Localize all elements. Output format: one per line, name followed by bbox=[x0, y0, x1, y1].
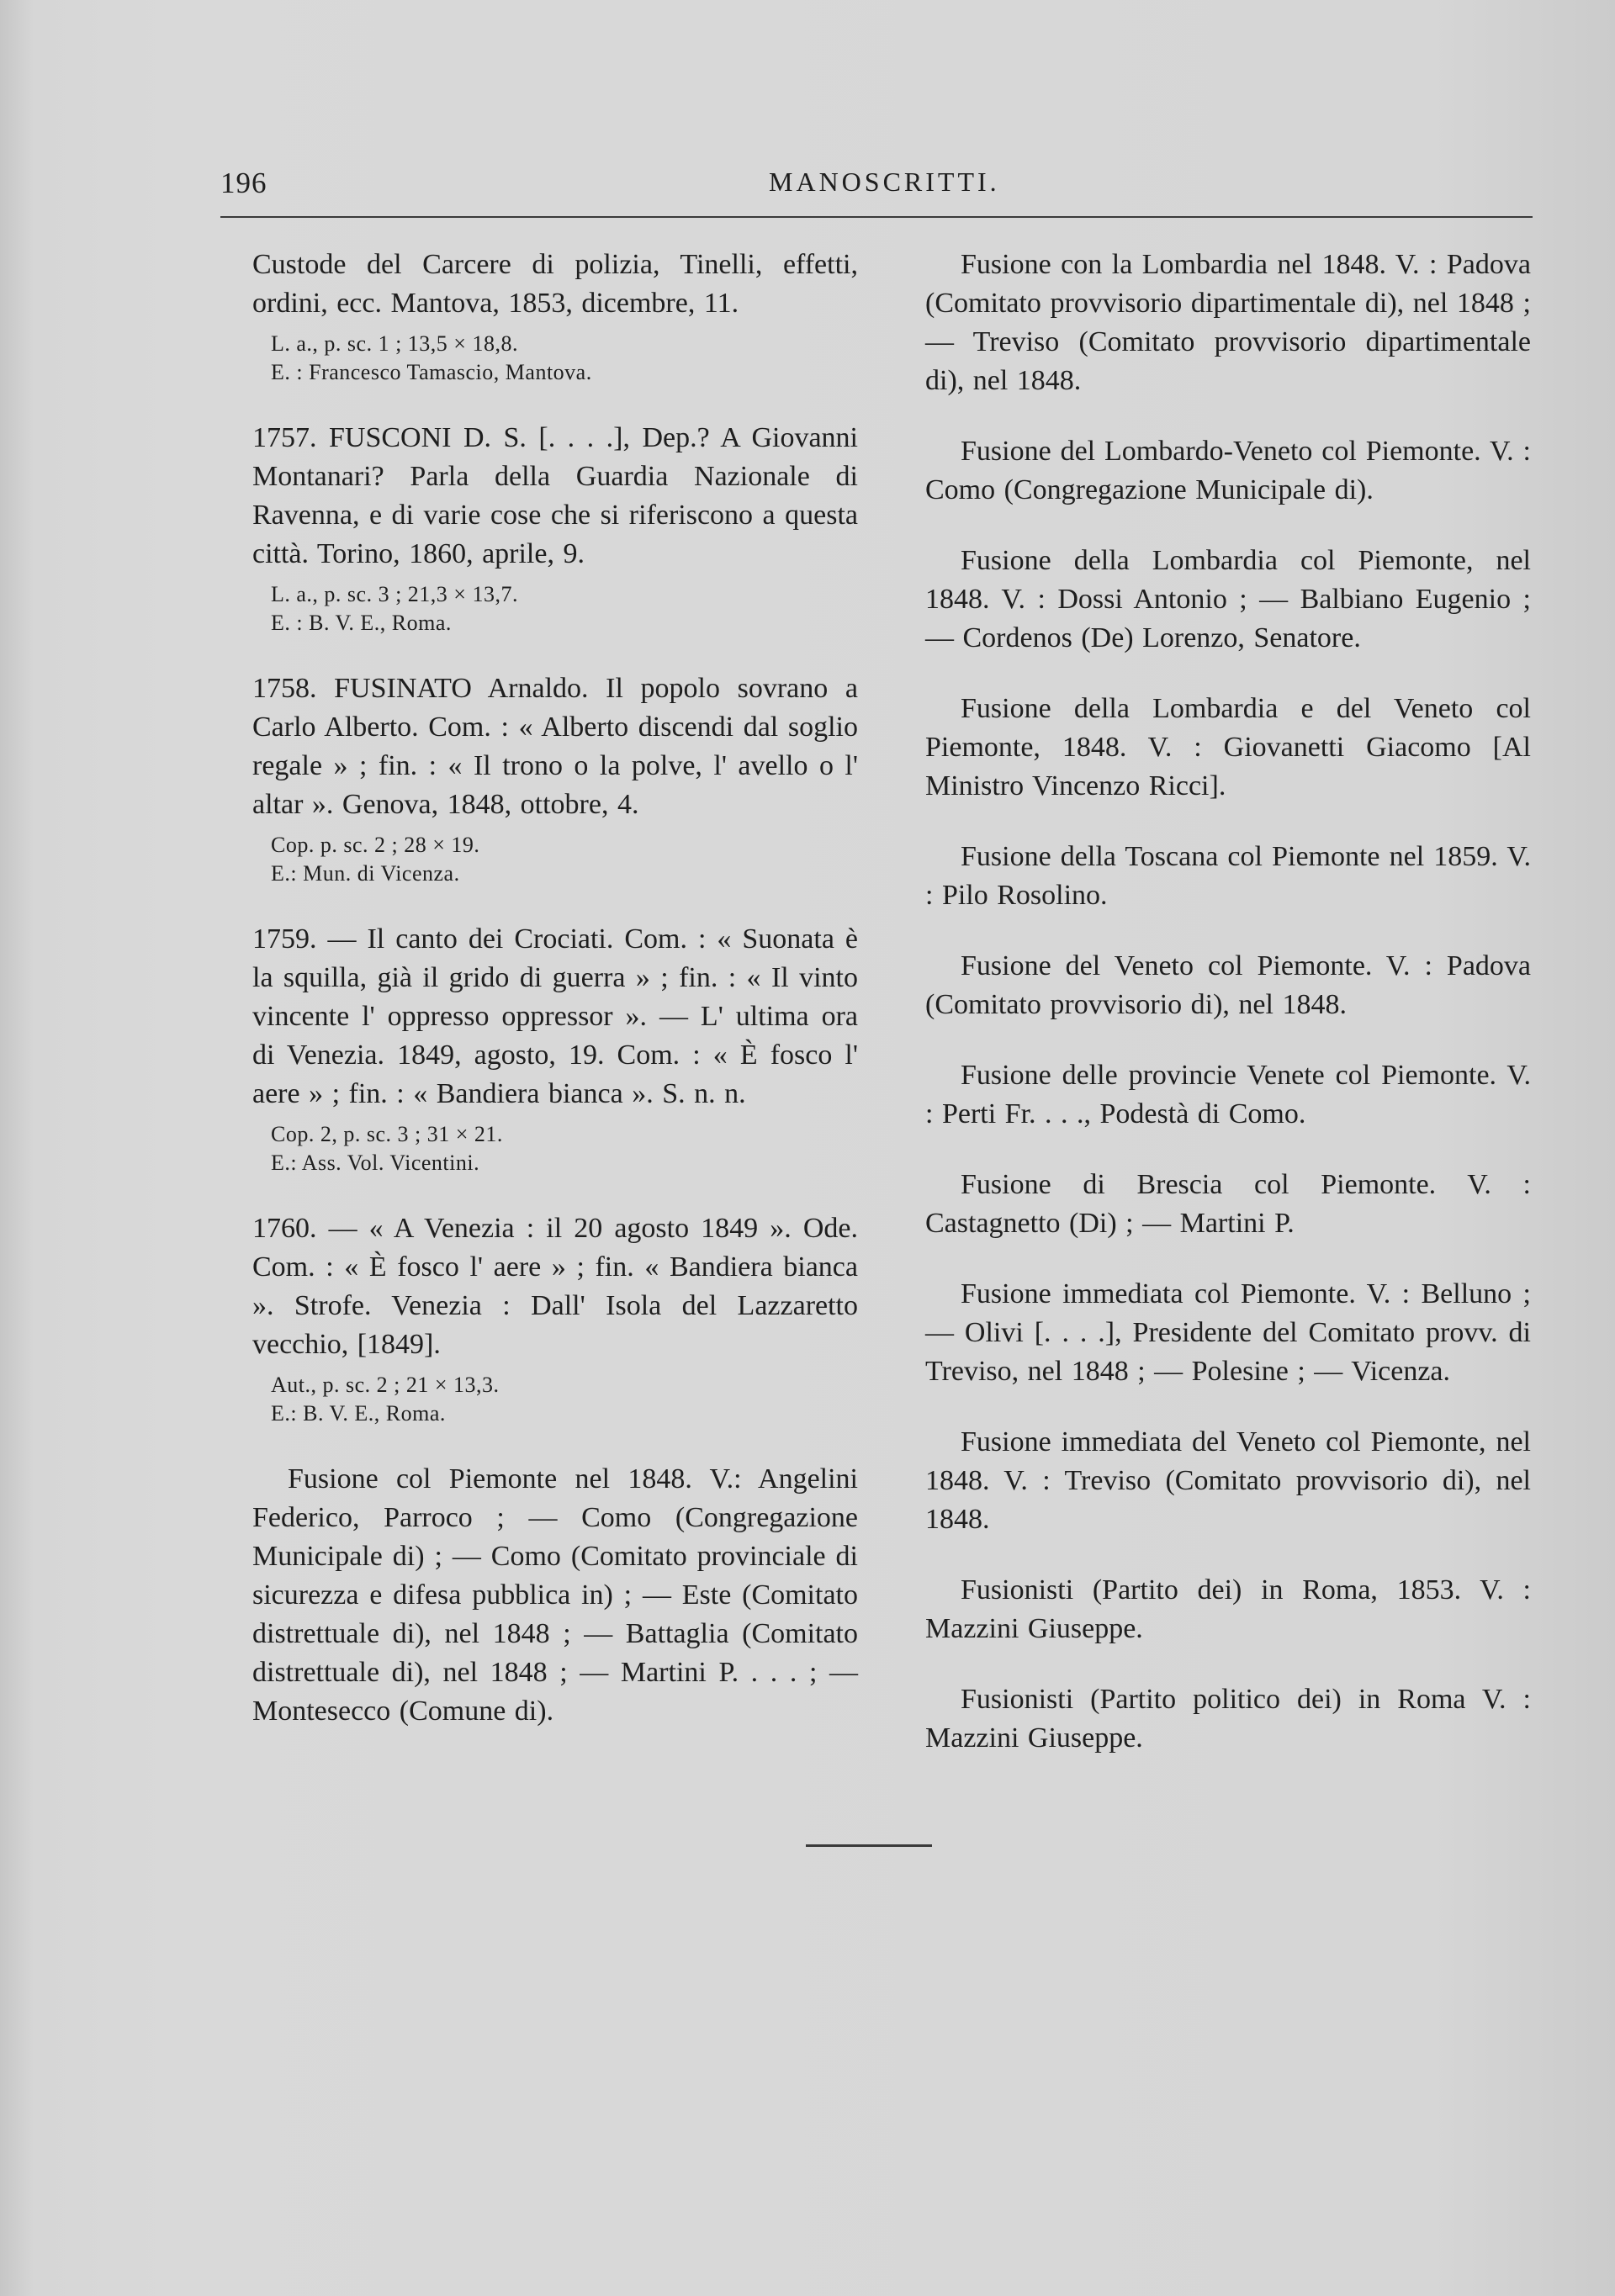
subject-entry bbox=[925, 1423, 1531, 1539]
meta-line: E. : B. V. E., Roma. bbox=[271, 611, 452, 635]
subject-text: Fusione del Lombardo-Veneto col Piemonte. V. : Como (Congregazione Municipale di). bbox=[925, 436, 1531, 505]
page-number: 196 bbox=[220, 167, 267, 199]
subject-text: Fusione immediata del Veneto col Piemonte, nel 1848. V. : Treviso (Comitato provvisorio di), nel 1848. bbox=[925, 1426, 1531, 1535]
entry-text: 1758. FUSINATO Arnaldo. Il popolo sovrano a Carlo Alberto. Com. : « Alberto discendi dal soglio regale » ; fin. : « Il trono o la polve, l' avello o l' altar ». Genova, 1848, ottobre, 4. bbox=[252, 673, 858, 820]
entry-1758 bbox=[252, 669, 858, 888]
entry-custode bbox=[252, 246, 858, 387]
right-column bbox=[925, 246, 1531, 1790]
subject-entry bbox=[925, 1275, 1531, 1391]
subject-entry bbox=[925, 542, 1531, 658]
subject-entry bbox=[925, 1680, 1531, 1758]
subject-text: Fusione della Lombardia e del Veneto col Piemonte, 1848. V. : Giovanetti Giacomo [Al Ministro Vincenzo Ricci]. bbox=[925, 693, 1531, 801]
entry-text: 1760. — « A Venezia : il 20 agosto 1849 ». Ode. Com. : « È fosco l' aere » ; fin. « Bandiera bianca ». Strofe. Venezia : Dall' Isola del Lazzaretto vecchio, [1849]. bbox=[252, 1213, 858, 1360]
entry-1760 bbox=[252, 1209, 858, 1428]
subject-entry bbox=[925, 1056, 1531, 1134]
subject-entry bbox=[925, 432, 1531, 510]
entry-text: Custode del Carcere di polizia, Tinelli, effetti, ordini, ecc. Mantova, 1853, dicembre, 11. bbox=[252, 249, 858, 319]
end-rule bbox=[806, 1844, 932, 1847]
entry-text: 1757. FUSCONI D. S. [. . . .], Dep.? A Giovanni Montanari? Parla della Guardia Nazionale di Ravenna, e di varie cose che si riferiscono a questa città. Torino, 1860, aprile, 9. bbox=[252, 422, 858, 569]
entry-text: 1759. — Il canto dei Crociati. Com. : « Suonata è la squilla, già il grido di guerra » ; fin. : « Il vinto vincente l' oppresso oppressor ». — L' ultima ora di Venezia. 1849, agosto, 19. Com. : « È fosco l' aere » ; fin. : « Bandiera bianca ». S. n. n. bbox=[252, 923, 858, 1109]
header-rule bbox=[220, 216, 1533, 218]
meta-line: E.: B. V. E., Roma. bbox=[271, 1401, 446, 1426]
subject-entry bbox=[925, 1166, 1531, 1243]
entry-1759 bbox=[252, 920, 858, 1177]
subject-text: Fusione delle provincie Venete col Piemonte. V. : Perti Fr. . . ., Podestà di Como. bbox=[925, 1060, 1531, 1129]
running-title: MANOSCRITTI. bbox=[769, 167, 1000, 197]
left-column bbox=[252, 246, 858, 1763]
entry-meta bbox=[271, 330, 858, 387]
subject-text: Fusionisti (Partito politico dei) in Roma V. : Mazzini Giuseppe. bbox=[925, 1684, 1531, 1754]
subject-entry bbox=[925, 838, 1531, 915]
subject-entry bbox=[925, 1571, 1531, 1648]
entry-fusione-piemonte-1848 bbox=[252, 1460, 858, 1731]
subject-text: Fusione del Veneto col Piemonte. V. : Padova (Comitato provvisorio di), nel 1848. bbox=[925, 950, 1531, 1020]
subject-entry bbox=[925, 690, 1531, 806]
entry-1757 bbox=[252, 419, 858, 637]
subject-text: Fusionisti (Partito dei) in Roma, 1853. V. : Mazzini Giuseppe. bbox=[925, 1574, 1531, 1644]
meta-line: E. : Francesco Tamascio, Mantova. bbox=[271, 360, 592, 384]
entry-meta bbox=[271, 580, 858, 637]
meta-line: L. a., p. sc. 3 ; 21,3 × 13,7. bbox=[271, 582, 518, 606]
entry-text: Fusione col Piemonte nel 1848. V.: Angelini Federico, Parroco ; — Como (Congregazione Municipale di) ; — Como (Comitato provinciale di sicurezza e difesa pubblica in) ; — Este (Comitato distrettuale di), nel 1848 ; — Battaglia (Comitato distrettuale di), nel 1848 ; — Martini P. . . . ; — Montesecco (Comune di). bbox=[252, 1463, 858, 1727]
meta-line: Cop. 2, p. sc. 3 ; 31 × 21. bbox=[271, 1122, 503, 1146]
subject-text: Fusione della Lombardia col Piemonte, nel 1848. V. : Dossi Antonio ; — Balbiano Eugenio ; — Cordenos (De) Lorenzo, Senatore. bbox=[925, 545, 1531, 653]
entry-meta bbox=[271, 1120, 858, 1177]
subject-entry bbox=[925, 947, 1531, 1024]
subject-text: Fusione immediata col Piemonte. V. : Belluno ; — Olivi [. . . .], Presidente del Comitato provv. di Treviso, nel 1848 ; — Polesine ; — Vicenza. bbox=[925, 1278, 1531, 1387]
meta-line: Cop. p. sc. 2 ; 28 × 19. bbox=[271, 833, 480, 857]
subject-text: Fusione della Toscana col Piemonte nel 1859. V. : Pilo Rosolino. bbox=[925, 841, 1531, 911]
meta-line: Aut., p. sc. 2 ; 21 × 13,3. bbox=[271, 1373, 500, 1397]
subject-text: Fusione di Brescia col Piemonte. V. : Castagnetto (Di) ; — Martini P. bbox=[925, 1169, 1531, 1239]
entry-meta bbox=[271, 1371, 858, 1428]
meta-line: E.: Mun. di Vicenza. bbox=[271, 861, 460, 886]
entry-meta bbox=[271, 831, 858, 888]
subject-text: Fusione con la Lombardia nel 1848. V. : Padova (Comitato provvisorio dipartimentale di), nel 1848 ; — Treviso (Comitato provvisorio dipartimentale di), nel 1848. bbox=[925, 249, 1531, 396]
meta-line: E.: Ass. Vol. Vicentini. bbox=[271, 1151, 480, 1175]
meta-line: L. a., p. sc. 1 ; 13,5 × 18,8. bbox=[271, 331, 518, 356]
subject-entry bbox=[925, 246, 1531, 400]
